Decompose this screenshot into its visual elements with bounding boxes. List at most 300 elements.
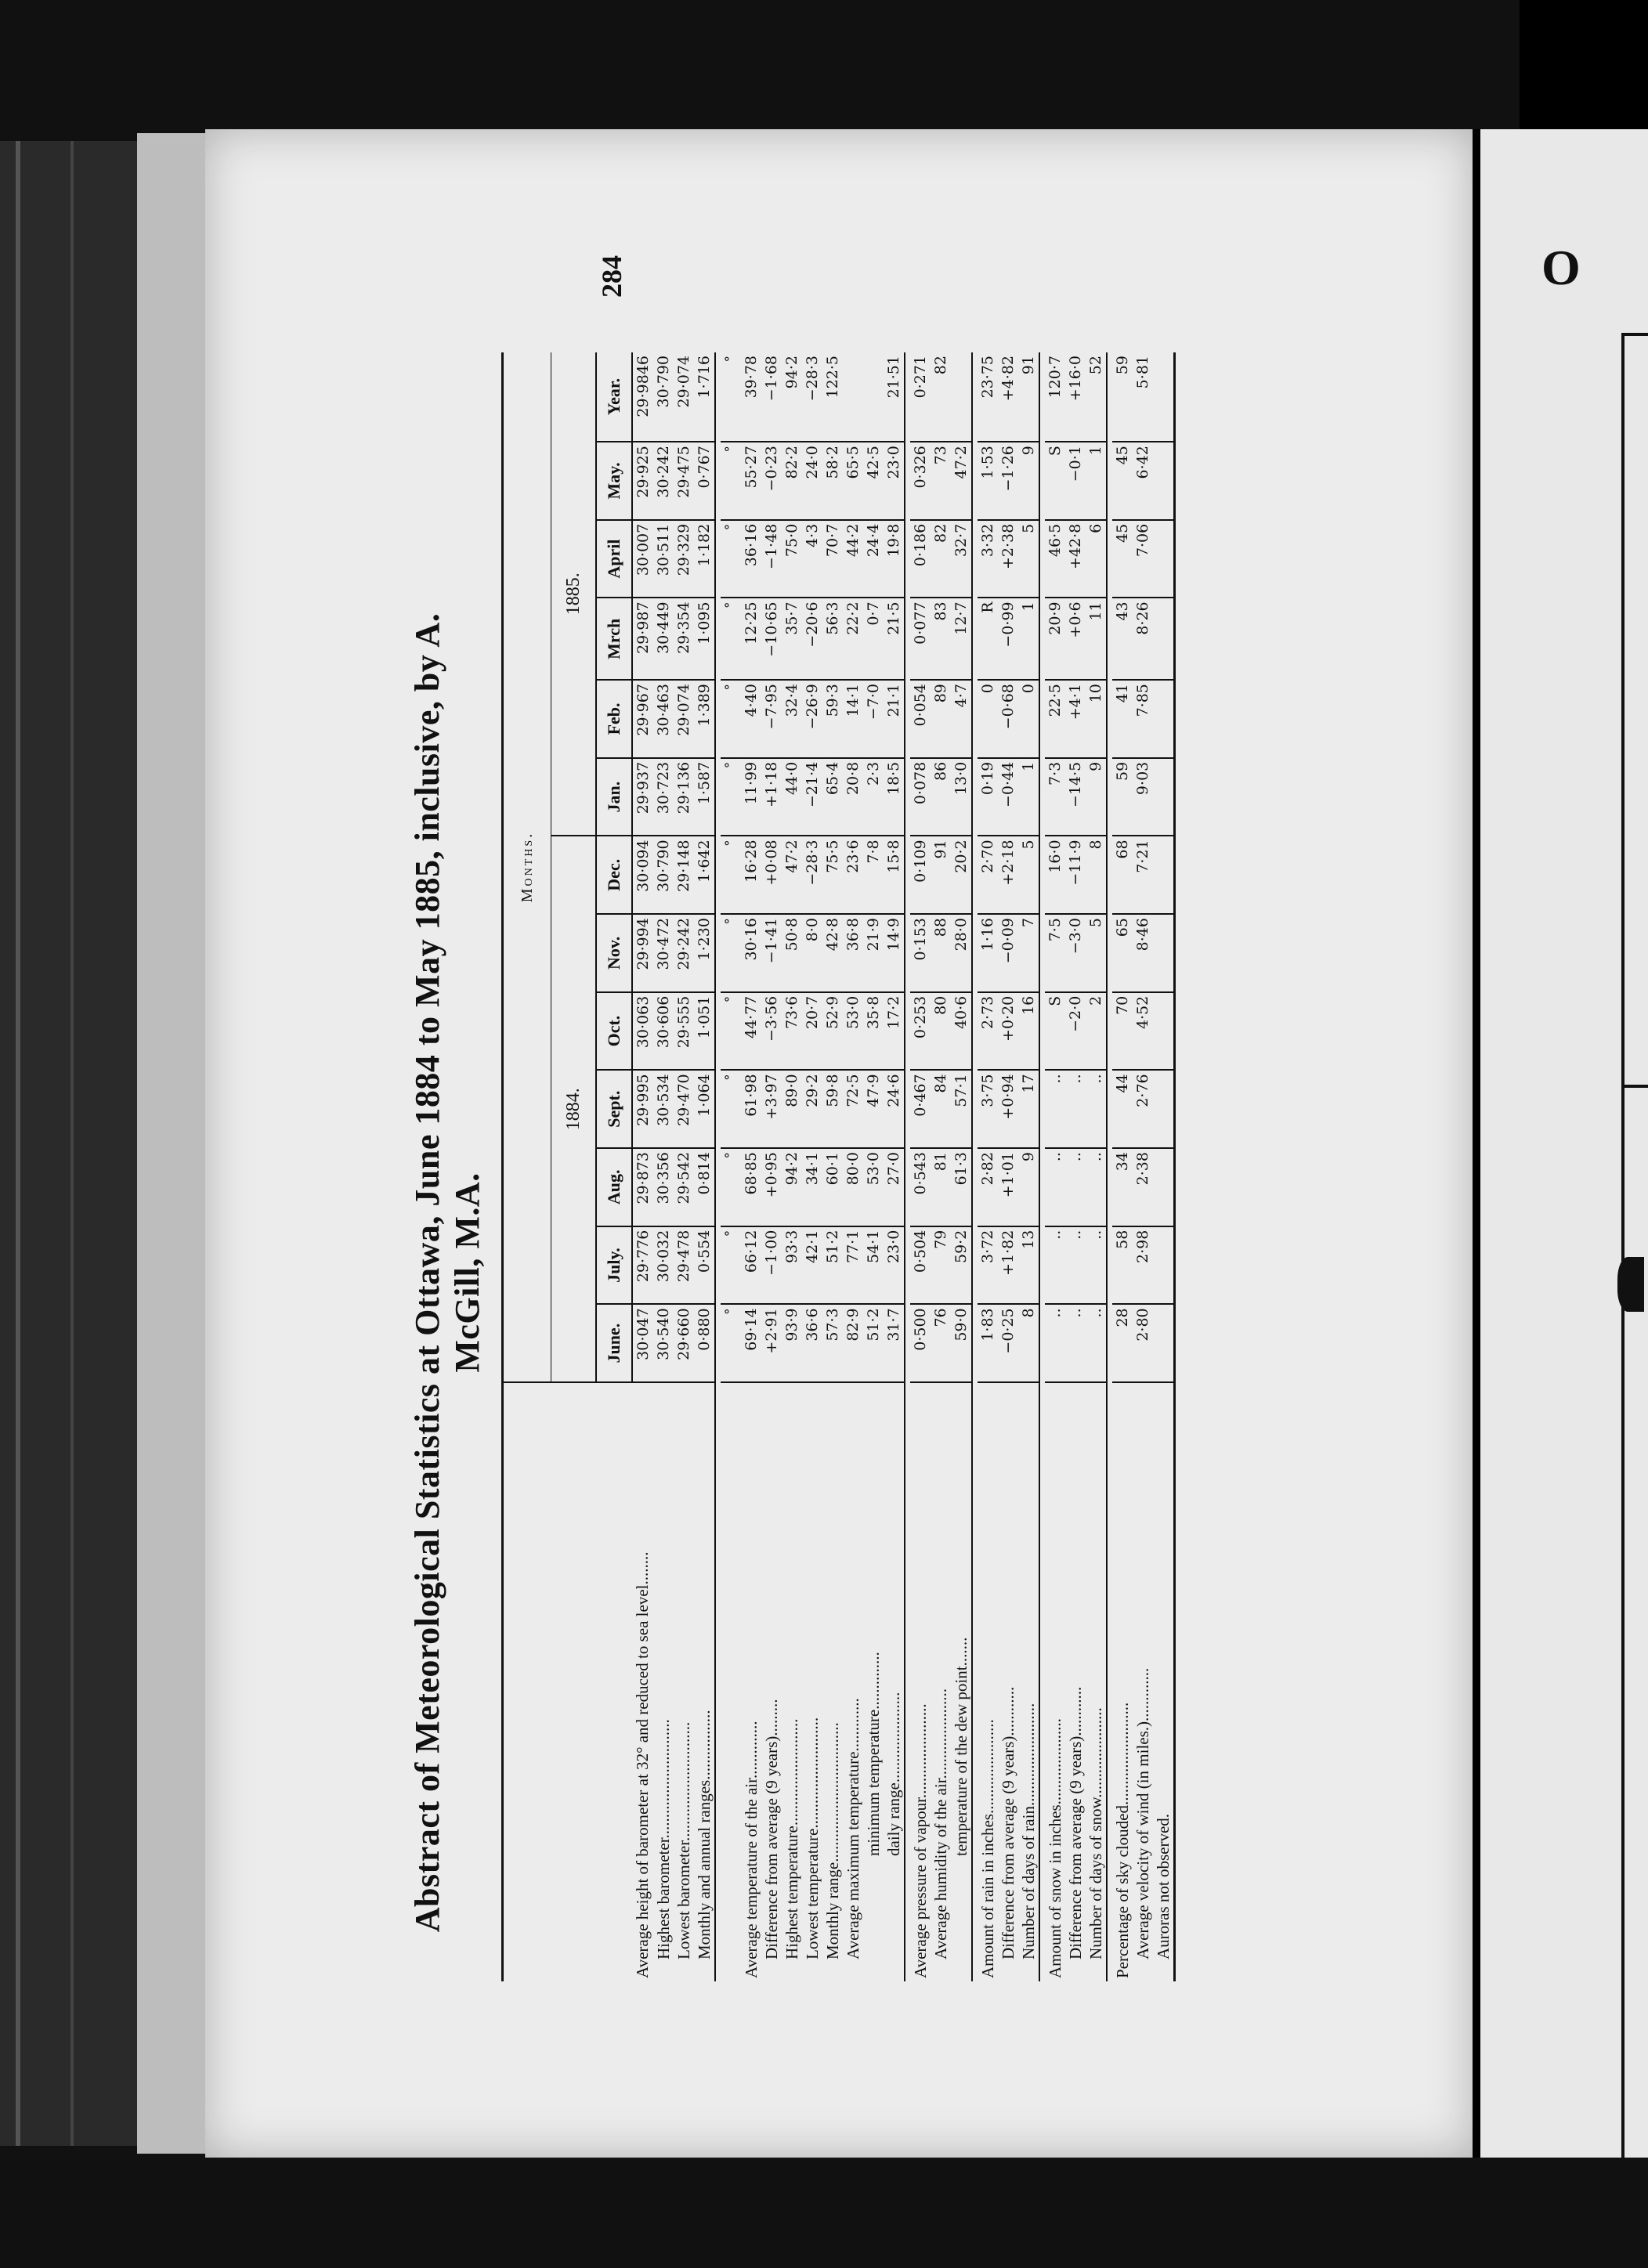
table-cell: 0 — [978, 680, 998, 758]
table-cell: 17·2 — [884, 992, 905, 1071]
table-cell: −1·48 — [761, 520, 782, 598]
table-cell: 77·1 — [843, 1226, 863, 1305]
table-cell: 0·467 — [910, 1070, 931, 1148]
rotated-content — [407, 255, 1332, 1981]
table-cell: 47·2 — [782, 836, 802, 914]
table-cell: 1·587 — [694, 758, 715, 836]
table-cell: 23·0 — [884, 1226, 905, 1305]
table-cell: 22·5 — [1045, 680, 1065, 758]
facing-page-border — [1621, 333, 1648, 2169]
table-cell — [1153, 352, 1175, 442]
table-cell: −28·3 — [802, 836, 822, 914]
table-cell: 46·5 — [1045, 520, 1065, 598]
degree-symbol: ° — [721, 442, 741, 520]
table-cell: 0·153 — [910, 914, 931, 992]
table-cell: +2·18 — [998, 836, 1018, 914]
table-cell — [1153, 992, 1175, 1071]
table-row — [978, 352, 998, 1981]
table-cell: 30·463 — [653, 680, 674, 758]
table-cell: 4·40 — [741, 680, 761, 758]
row-label: Percentage of sky clouded......................... — [1113, 1702, 1132, 1978]
table-cell: 1·064 — [694, 1070, 715, 1148]
table-cell: 5 — [1018, 836, 1039, 914]
table-cell: 7·3 — [1045, 758, 1065, 836]
table-cell: +1·18 — [761, 758, 782, 836]
row-label: Lowest barometer............................. — [674, 1721, 693, 1959]
row-label: Number of days of rain......................... — [1019, 1703, 1038, 1959]
table-cell: 94·2 — [782, 1148, 802, 1226]
table-row — [694, 352, 715, 1981]
table-cell: 29·074 — [674, 680, 694, 758]
table-cell: 29·995 — [632, 1070, 653, 1148]
table-cell: 29·470 — [674, 1070, 694, 1148]
table-row — [1018, 352, 1039, 1981]
table-cell: +0·94 — [998, 1070, 1018, 1148]
table-cell: 6·42 — [1133, 442, 1153, 520]
degree-symbol: ° — [721, 1304, 741, 1382]
table-cell: 13·0 — [951, 758, 972, 836]
row-label: Difference from average (9 years)............ — [1066, 1686, 1085, 1959]
table-cell: 89 — [931, 680, 951, 758]
table-cell: 47·9 — [863, 1070, 884, 1148]
table-cell: 16·28 — [741, 836, 761, 914]
degree-symbol: ° — [721, 352, 741, 442]
table-cell: 12·7 — [951, 598, 972, 680]
table-cell: +2·38 — [998, 520, 1018, 598]
table-row — [998, 352, 1018, 1981]
degree-symbol: ° — [721, 598, 741, 680]
table-cell: 30·540 — [653, 1304, 674, 1382]
table-cell: 29·148 — [674, 836, 694, 914]
table-cell: +0·20 — [998, 992, 1018, 1071]
table-cell: 3·72 — [978, 1226, 998, 1305]
table-cell: 60·1 — [822, 1148, 843, 1226]
table-cell: 7·8 — [863, 836, 884, 914]
table-cell: 4·3 — [802, 520, 822, 598]
table-cell: 80·0 — [843, 1148, 863, 1226]
table-row — [931, 352, 951, 1981]
table-cell: −3·0 — [1065, 914, 1086, 992]
table-cell: 24·0 — [802, 442, 822, 520]
table-cell: .. — [1045, 1070, 1065, 1148]
table-cell: 29·2 — [802, 1070, 822, 1148]
month-column-header: Year. — [596, 352, 632, 442]
table-cell: −0·44 — [998, 758, 1018, 836]
table-cell: .. — [1086, 1226, 1107, 1305]
table-cell: 9 — [1086, 758, 1107, 836]
year-1884-header: 1884. — [551, 836, 597, 1382]
table-cell: 69·14 — [741, 1304, 761, 1382]
table-row — [1133, 352, 1153, 1981]
table-cell: 17 — [1018, 1070, 1039, 1148]
table-cell: 16·0 — [1045, 836, 1065, 914]
row-label: Difference from average (9 years)......... — [762, 1699, 781, 1959]
month-column-header: May. — [596, 442, 632, 520]
degree-symbol: ° — [721, 992, 741, 1071]
table-cell: 30·534 — [653, 1070, 674, 1148]
table-cell: 2·82 — [978, 1148, 998, 1226]
table-cell: 1 — [1018, 758, 1039, 836]
table-cell: 23·75 — [978, 352, 998, 442]
table-cell: 11 — [1086, 598, 1107, 680]
table-cell: 44·77 — [741, 992, 761, 1071]
table-row — [1086, 352, 1107, 1981]
table-cell: .. — [1086, 1070, 1107, 1148]
table-cell: 8 — [1018, 1304, 1039, 1382]
table-cell: 65·5 — [843, 442, 863, 520]
table-cell: 80 — [931, 992, 951, 1071]
table-cell: 88 — [931, 914, 951, 992]
table-cell: 14·9 — [884, 914, 905, 992]
table-cell — [1153, 836, 1175, 914]
table-cell: 29·136 — [674, 758, 694, 836]
table-cell: 27·0 — [884, 1148, 905, 1226]
table-cell: 0·7 — [863, 598, 884, 680]
row-label: minimum temperature.............. — [864, 1652, 883, 1856]
table-cell: 0·186 — [910, 520, 931, 598]
table-cell: 29·937 — [632, 758, 653, 836]
table-cell: +0·6 — [1065, 598, 1086, 680]
table-row — [863, 352, 884, 1981]
table-cell: 29·994 — [632, 914, 653, 992]
table-cell: 61·98 — [741, 1070, 761, 1148]
table-cell — [1153, 520, 1175, 598]
table-cell: 36·8 — [843, 914, 863, 992]
table-cell: 47·2 — [951, 442, 972, 520]
table-cell: 36·6 — [802, 1304, 822, 1382]
table-cell: 21·51 — [884, 352, 905, 442]
table-cell: +4·82 — [998, 352, 1018, 442]
table-cell — [1153, 1226, 1175, 1305]
table-cell: 54·1 — [863, 1226, 884, 1305]
table-cell: 20·7 — [802, 992, 822, 1071]
table-cell: −0·23 — [761, 442, 782, 520]
table-cell: +42·8 — [1065, 520, 1086, 598]
table-cell: 36·16 — [741, 520, 761, 598]
table-cell: 14·1 — [843, 680, 863, 758]
table-cell — [1153, 680, 1175, 758]
table-cell: 89·0 — [782, 1070, 802, 1148]
table-cell: 91 — [1018, 352, 1039, 442]
table-cell: +1·01 — [998, 1148, 1018, 1226]
table-cell: 29·555 — [674, 992, 694, 1071]
table-cell: −3·56 — [761, 992, 782, 1071]
table-cell: 20·8 — [843, 758, 863, 836]
table-cell: 59·3 — [822, 680, 843, 758]
table-cell: −20·6 — [802, 598, 822, 680]
table-cell: 29·074 — [674, 352, 694, 442]
table-cell: 2·98 — [1133, 1226, 1153, 1305]
table-cell: 29·242 — [674, 914, 694, 992]
table-cell: 24·6 — [884, 1070, 905, 1148]
table-cell: 55·27 — [741, 442, 761, 520]
table-cell: 29·776 — [632, 1226, 653, 1305]
table-cell: −14·5 — [1065, 758, 1086, 836]
table-cell: 0·767 — [694, 442, 715, 520]
table-cell: 9 — [1018, 1148, 1039, 1226]
table-cell: 57·1 — [951, 1070, 972, 1148]
table-row — [1065, 352, 1086, 1981]
table-cell: −1·41 — [761, 914, 782, 992]
table-cell — [951, 352, 972, 442]
table-cell: 1·642 — [694, 836, 715, 914]
degree-symbol: ° — [721, 914, 741, 992]
table-cell — [1153, 1070, 1175, 1148]
table-cell: 30·16 — [741, 914, 761, 992]
table-cell: 19·8 — [884, 520, 905, 598]
table-cell: .. — [1086, 1148, 1107, 1226]
table-cell: 30·472 — [653, 914, 674, 992]
table-cell: −7·0 — [863, 680, 884, 758]
facing-page — [1480, 129, 1648, 2201]
table-cell: 59·8 — [822, 1070, 843, 1148]
table-cell: 0·814 — [694, 1148, 715, 1226]
table-cell: 61·3 — [951, 1148, 972, 1226]
row-label: Amount of rain in inches....................... — [978, 1719, 997, 1978]
table-cell: .. — [1065, 1226, 1086, 1305]
table-cell: 8·26 — [1133, 598, 1153, 680]
table-cell: −10·65 — [761, 598, 782, 680]
table-cell: 59·0 — [951, 1304, 972, 1382]
table-cell: 1·16 — [978, 914, 998, 992]
table-cell: 59 — [1112, 352, 1133, 442]
table-cell: 65 — [1112, 914, 1133, 992]
table-cell: 58 — [1112, 1226, 1133, 1305]
table-cell: 22·2 — [843, 598, 863, 680]
month-column-header: Nov. — [596, 914, 632, 992]
table-cell: 82 — [931, 352, 951, 442]
table-cell: .. — [1045, 1304, 1065, 1382]
facing-page-divider — [1621, 1085, 1648, 1088]
month-column-header: June. — [596, 1304, 632, 1382]
row-label: temperature of the dew point....... — [952, 1637, 970, 1856]
table-cell: 6 — [1086, 520, 1107, 598]
table-cell: 2 — [1086, 992, 1107, 1071]
table-cell: 7·85 — [1133, 680, 1153, 758]
table-cell: 58·2 — [822, 442, 843, 520]
group-separator — [1039, 352, 1045, 1981]
table-cell: 0 — [1018, 680, 1039, 758]
table-row — [822, 352, 843, 1981]
table-cell: 2·80 — [1133, 1304, 1153, 1382]
table-cell — [1153, 598, 1175, 680]
table-cell: 30·511 — [653, 520, 674, 598]
table-cell: 1·389 — [694, 680, 715, 758]
table-cell — [1153, 442, 1175, 520]
table-cell: 94·2 — [782, 352, 802, 442]
table-cell: −0·09 — [998, 914, 1018, 992]
group-separator — [715, 352, 721, 1981]
table-cell: 0·543 — [910, 1148, 931, 1226]
table-cell — [1153, 758, 1175, 836]
table-cell: 3·75 — [978, 1070, 998, 1148]
degree-symbol: ° — [721, 520, 741, 598]
table-cell: 29·9846 — [632, 352, 653, 442]
table-cell: −2·0 — [1065, 992, 1086, 1071]
table-cell: 68·85 — [741, 1148, 761, 1226]
table-cell: 5 — [1086, 914, 1107, 992]
table-cell: +0·08 — [761, 836, 782, 914]
meteorological-table — [501, 352, 1176, 1981]
table-cell: 41 — [1112, 680, 1133, 758]
degree-symbol: ° — [721, 1226, 741, 1305]
facing-page-footer: BE — [1620, 2181, 1646, 2201]
table-cell: 0·054 — [910, 680, 931, 758]
table-cell: +3·97 — [761, 1070, 782, 1148]
table-cell: 120·7 — [1045, 352, 1065, 442]
table-cell: 24·4 — [863, 520, 884, 598]
row-label: Auroras not observed. — [1154, 1813, 1173, 1959]
month-column-header: Feb. — [596, 680, 632, 758]
table-row — [910, 352, 931, 1981]
table-row — [843, 352, 863, 1981]
group-separator — [1107, 352, 1112, 1981]
table-cell: 44·0 — [782, 758, 802, 836]
table-cell: 30·449 — [653, 598, 674, 680]
table-cell: 57·3 — [822, 1304, 843, 1382]
table-cell: 1·095 — [694, 598, 715, 680]
table-row — [741, 352, 761, 1981]
table-cell: .. — [1065, 1148, 1086, 1226]
table-cell: −1·26 — [998, 442, 1018, 520]
table-cell: 1·83 — [978, 1304, 998, 1382]
table-cell: 91 — [931, 836, 951, 914]
table-row — [1112, 352, 1133, 1981]
table-cell: 29·475 — [674, 442, 694, 520]
table-cell: 42·5 — [863, 442, 884, 520]
table-row — [951, 352, 972, 1981]
table-cell: −0·25 — [998, 1304, 1018, 1382]
table-cell: 66·12 — [741, 1226, 761, 1305]
table-cell: 28·0 — [951, 914, 972, 992]
book-spine — [137, 133, 208, 2154]
table-cell: .. — [1045, 1226, 1065, 1305]
table-cell: .. — [1086, 1304, 1107, 1382]
table-cell: R — [978, 598, 998, 680]
month-column-header: Oct. — [596, 992, 632, 1071]
table-cell: 30·356 — [653, 1148, 674, 1226]
degree-symbol: ° — [721, 1070, 741, 1148]
table-cell: 75·5 — [822, 836, 843, 914]
table-cell: 21·5 — [884, 598, 905, 680]
table-cell: 93·3 — [782, 1226, 802, 1305]
table-cell: 56·3 — [822, 598, 843, 680]
table-cell: 10 — [1086, 680, 1107, 758]
table-cell: 8·0 — [802, 914, 822, 992]
table-cell: 5 — [1018, 520, 1039, 598]
table-cell: −11·9 — [1065, 836, 1086, 914]
month-column-header: April — [596, 520, 632, 598]
table-cell: 51·2 — [822, 1226, 843, 1305]
table-cell: 31·7 — [884, 1304, 905, 1382]
table-cell: 73·6 — [782, 992, 802, 1071]
table-cell: 81 — [931, 1148, 951, 1226]
table-cell: 1·182 — [694, 520, 715, 598]
table-cell: 30·032 — [653, 1226, 674, 1305]
row-label: Average maximum temperature............. — [844, 1698, 862, 1959]
month-column-header: Jan. — [596, 758, 632, 836]
table-cell: 13 — [1018, 1226, 1039, 1305]
table-row — [884, 352, 905, 1981]
table-cell: 2·70 — [978, 836, 998, 914]
table-cell: 2·3 — [863, 758, 884, 836]
table-cell: 1·716 — [694, 352, 715, 442]
facing-page-header: O — [1541, 240, 1581, 295]
table-cell: 8 — [1086, 836, 1107, 914]
table-cell: 29·478 — [674, 1226, 694, 1305]
table-cell: 53·0 — [863, 1148, 884, 1226]
table-cell: 39·78 — [741, 352, 761, 442]
row-label: Average pressure of vapour....................... — [911, 1703, 930, 1978]
table-cell: 30·047 — [632, 1304, 653, 1382]
table-cell — [843, 352, 863, 442]
book-cover-edge — [0, 141, 137, 2146]
table-cell: 65·4 — [822, 758, 843, 836]
table-cell: 59 — [1112, 758, 1133, 836]
table-cell: 0·078 — [910, 758, 931, 836]
table-cell — [1153, 914, 1175, 992]
table-cell: 29·329 — [674, 520, 694, 598]
table-cell: 53·0 — [843, 992, 863, 1071]
table-cell: −21·4 — [802, 758, 822, 836]
row-label: Number of days of snow...................... — [1086, 1707, 1105, 1959]
table-cell: S — [1045, 442, 1065, 520]
table-cell: 30·063 — [632, 992, 653, 1071]
table-row — [1045, 352, 1065, 1981]
table-cell: 1·051 — [694, 992, 715, 1071]
table-cell: −1·68 — [761, 352, 782, 442]
row-label: Average height of barometer at 32° and reduced to sea level........ — [633, 1551, 652, 1978]
table-cell: 0·326 — [910, 442, 931, 520]
table-cell: 0·500 — [910, 1304, 931, 1382]
table-cell: 70·7 — [822, 520, 843, 598]
table-cell: 45 — [1112, 442, 1133, 520]
table-cell: 51·2 — [863, 1304, 884, 1382]
table-cell: 21·9 — [863, 914, 884, 992]
table-cell: .. — [1045, 1148, 1065, 1226]
table-cell: −1·00 — [761, 1226, 782, 1305]
table-cell: 23·0 — [884, 442, 905, 520]
table-cell: 29·542 — [674, 1148, 694, 1226]
table-cell: 8·46 — [1133, 914, 1153, 992]
row-label: daily range...................... — [884, 1692, 903, 1856]
row-label: Highest temperature.......................... — [782, 1718, 801, 1959]
table-cell: 82·9 — [843, 1304, 863, 1382]
table-cell: 86 — [931, 758, 951, 836]
row-label: Highest barometer............................. — [654, 1719, 673, 1959]
table-cell: 30·007 — [632, 520, 653, 598]
table-cell: 2·38 — [1133, 1148, 1153, 1226]
table-cell: 4·52 — [1133, 992, 1153, 1071]
table-cell: 30·094 — [632, 836, 653, 914]
table-cell: 30·723 — [653, 758, 674, 836]
table-cell: 59·2 — [951, 1226, 972, 1305]
table-cell: 35·8 — [863, 992, 884, 1071]
degree-symbol: ° — [721, 758, 741, 836]
table-cell: 30·790 — [653, 836, 674, 914]
year-1885-header: 1885. — [551, 352, 597, 836]
table-cell: −0·99 — [998, 598, 1018, 680]
table-cell: 3·32 — [978, 520, 998, 598]
table-cell: 20·2 — [951, 836, 972, 914]
table-cell — [1153, 1304, 1175, 1382]
month-column-header: July. — [596, 1226, 632, 1305]
table-cell: 79 — [931, 1226, 951, 1305]
table-row — [632, 352, 653, 1981]
row-label: Monthly range.................................. — [823, 1722, 842, 1959]
row-label: Monthly and annual ranges................. — [695, 1710, 714, 1959]
table-cell: 7·5 — [1045, 914, 1065, 992]
